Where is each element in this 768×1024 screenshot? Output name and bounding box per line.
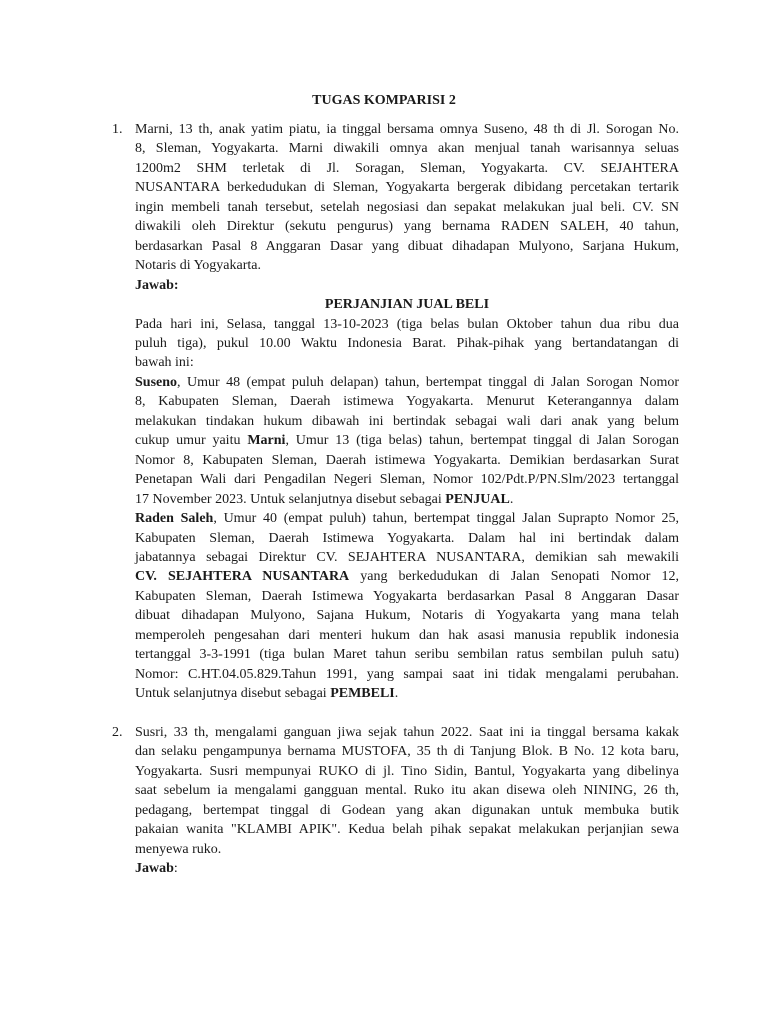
opening-line: bawah ini: <box>135 355 194 371</box>
item-number: 2. <box>112 725 123 740</box>
minor-name: Marni <box>247 433 286 449</box>
party1-line: Penetapan Wali dari Pengadilan Negeri Sleman, Nomor 102/Pdt.P/PN.Slm/2023 tertanggal <box>135 472 679 488</box>
party1-line: 17 November 2023. Untuk selanjutnya disebut sebagai PENJUAL. <box>135 491 514 507</box>
party2-line: memperoleh pengesahan dari menteri hukum dan hak asasi manusia republik indonesia <box>135 627 679 643</box>
question-line: 1200m2 SHM terletak di Jl. Soragan, Sleman, Yogyakarta. CV. SEJAHTERA <box>135 160 679 176</box>
seller-role: PENJUAL <box>445 491 510 507</box>
buyer-role: PEMBELI <box>330 686 395 702</box>
seller-name: Suseno <box>135 374 178 390</box>
question-line: berdasarkan Pasal 8 Anggaran Dasar yang dibuat dihadapan Mulyono, Sarjana Hukum, <box>135 238 679 254</box>
party1-line: melakukan tindakan hukum dibawah ini bertindak sebagai wali dari anak yang belum <box>135 413 679 429</box>
party1-line: cukup umur yaitu Marni, Umur 13 (tiga belas) tahun, bertempat tinggal di Jalan Sorogan <box>135 433 679 449</box>
party2-line: Nomor: C.HT.04.05.829.Tahun 1991, yang sampai saat ini tidak mengalami perubahan. <box>135 666 679 682</box>
question-line: pakaian wanita "KLAMBI APIK". Kedua belah pihak sepakat melakukan perjanjian sewa <box>135 822 679 838</box>
question-line: NUSANTARA berkedudukan di Sleman, Yogyakarta bergerak dibidang percetakan tertarik <box>135 180 679 196</box>
party2-line: Raden Saleh, Umur 40 (empat puluh) tahun, bertempat tinggal Jalan Suprapto Nomor 25, <box>135 511 679 527</box>
question-line: Marni, 13 th, anak yatim piatu, ia tinggal bersama omnya Suseno, 48 th di Jl. Sorogan No. <box>135 122 679 137</box>
party2-line: jabatannya sebagai Direktur CV. SEJAHTERA NUSANTARA, demikian sah mewakili <box>135 549 679 565</box>
question-line: pedagang, bertempat tinggal di Godean yang akan digunakan untuk membuka butik <box>135 802 679 818</box>
party2-line: dibuat dihadapan Mulyono, Sajana Hukum, Notaris di Yogyakarta yang mana telah <box>135 608 679 624</box>
question-line: Susri, 33 th, mengalami ganguan jiwa sejak tahun 2022. Saat ini ia tinggal bersama kakak <box>135 725 679 740</box>
opening-line: Pada hari ini, Selasa, tanggal 13-10-2023 (tiga belas bulan Oktober tahun dua ribu dua <box>135 316 679 332</box>
party2-line: CV. SEJAHTERA NUSANTARA yang berkedudukan di Jalan Senopati Nomor 12, <box>135 569 679 585</box>
question-line: Yogyakarta. Susri mempunyai RUKO di jl. Tino Sidin, Bantul, Yogyakarta yang dibelinya <box>135 763 679 779</box>
party1-line: Suseno, Umur 48 (empat puluh delapan) tahun, bertempat tinggal di Jalan Sorogan Nomor <box>135 374 679 390</box>
item-body <box>135 723 679 879</box>
party2-line: Untuk selanjutnya disebut sebagai PEMBELI. <box>135 686 399 702</box>
party2-line: Kabupaten Sleman, Daerah Istimewa Yogyakarta berdasarkan Pasal 8 Anggaran Dasar <box>135 588 679 604</box>
item-body <box>135 120 679 704</box>
party1-line: 8, Kabupaten Sleman, Daerah istimewa Yogyakarta. Menurut Keterangannya dalam <box>135 394 679 410</box>
question-line: ingin membeli tanah tersebut, setelah negosiasi dan sepakat melakukan jual beli. CV. SN <box>135 199 679 215</box>
question-line: saat sebelum ia mengalami gangguan mental. Ruko itu akan disewa oleh NINING, 26 th, <box>135 783 679 799</box>
party2-line: Kabupaten Sleman, Daerah Istimewa Yogyakarta. Dalam hal ini bertindak dalam <box>135 530 679 546</box>
question-line: dan selaku pengampunya bernama MUSTOFA, 35 th di Tanjung Blok. B No. 12 kota baru, <box>135 744 679 760</box>
company-name: CV. SEJAHTERA NUSANTARA <box>135 569 350 585</box>
answer-label: Jawab: <box>135 277 179 293</box>
opening-line: puluh tiga), pukul 10.00 Waktu Indonesia Barat. Pihak-pihak yang bertandatangan di <box>135 335 679 351</box>
question-line: Notaris di Yogyakarta. <box>135 258 261 274</box>
question-line: 8, Sleman, Yogyakarta. Marni diwakili omnya akan menjual tanah warisannya seluas <box>135 141 679 157</box>
answer-label: Jawab: <box>135 861 178 877</box>
document-title: TUGAS KOMPARISI 2 <box>312 93 456 108</box>
party2-line: tertanggal 3-3-1991 (tiga bulan Maret tahun seribu sembilan ratus sembilan puluh satu) <box>135 647 679 663</box>
question-line: diwakili oleh Direktur (sekutu pengurus) yang bernama RADEN SALEH, 40 tahun, <box>135 219 679 235</box>
answer-heading: PERJANJIAN JUAL BELI <box>324 297 490 313</box>
item-number: 1. <box>112 122 123 137</box>
party1-line: Nomor 8, Kabupaten Sleman, Daerah istimewa Yogyakarta. Demikian berdasarkan Surat <box>135 452 679 468</box>
buyer-name: Raden Saleh <box>135 511 214 527</box>
question-line: menyewa ruko. <box>135 841 222 857</box>
